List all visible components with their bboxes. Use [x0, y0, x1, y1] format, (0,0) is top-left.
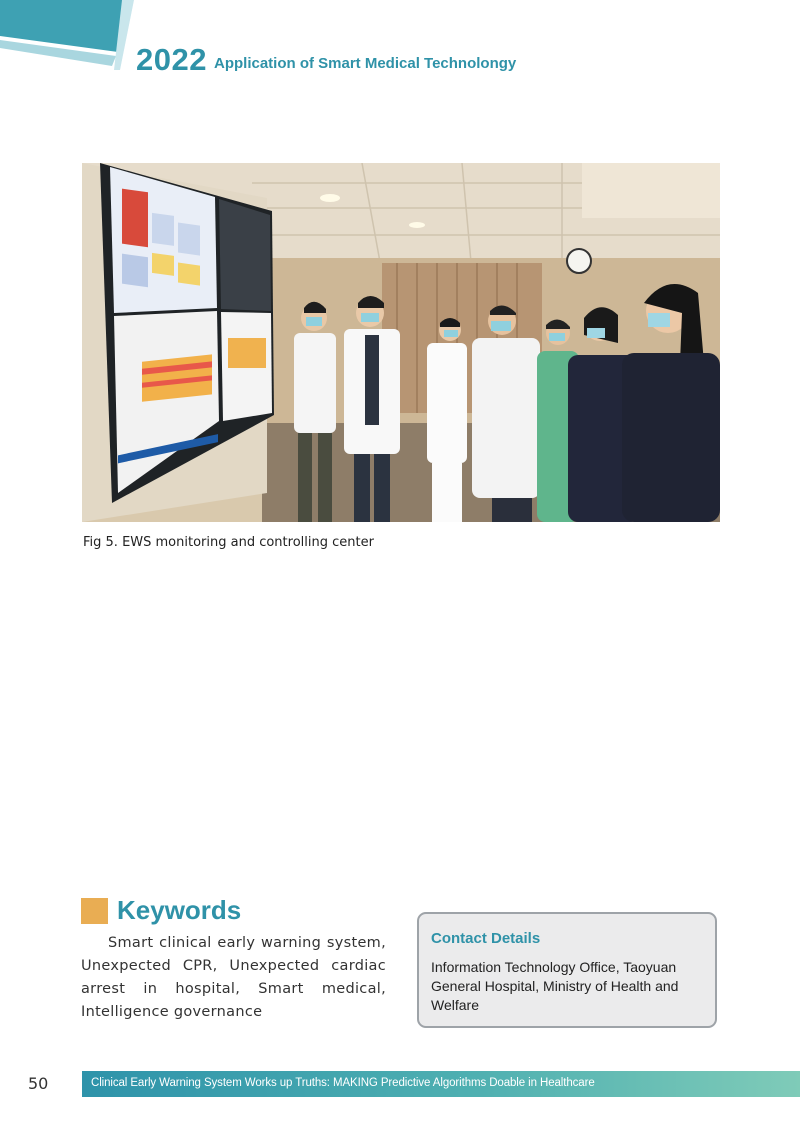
header-decoration — [0, 0, 140, 75]
figure-photo — [82, 163, 720, 522]
contact-details-title: Contact Details — [431, 930, 541, 947]
contact-details-body: Information Technology Office, Taoyuan General Hospital, Ministry of Health and Welfare — [431, 959, 679, 1013]
keywords-marker — [81, 898, 108, 924]
contact-details-box — [417, 912, 717, 1028]
keywords-text: Smart clinical early warning system, Unexpected CPR, Unexpected cardiac arrest in hospital, Smart medical, Intelligence governance — [81, 935, 386, 1020]
footer-running-title: Clinical Early Warning System Works up Truths: MAKING Predictive Algorithms Doable in Healthcare — [91, 1077, 595, 1089]
keywords-heading: Keywords — [117, 895, 242, 925]
figure-caption: Fig 5. EWS monitoring and controlling center — [83, 535, 374, 550]
page-number: 50 — [28, 1074, 49, 1093]
footer-bar — [82, 1071, 800, 1097]
header-year: 2022 — [136, 42, 207, 77]
header-title: Application of Smart Medical Technolongy — [214, 55, 517, 72]
